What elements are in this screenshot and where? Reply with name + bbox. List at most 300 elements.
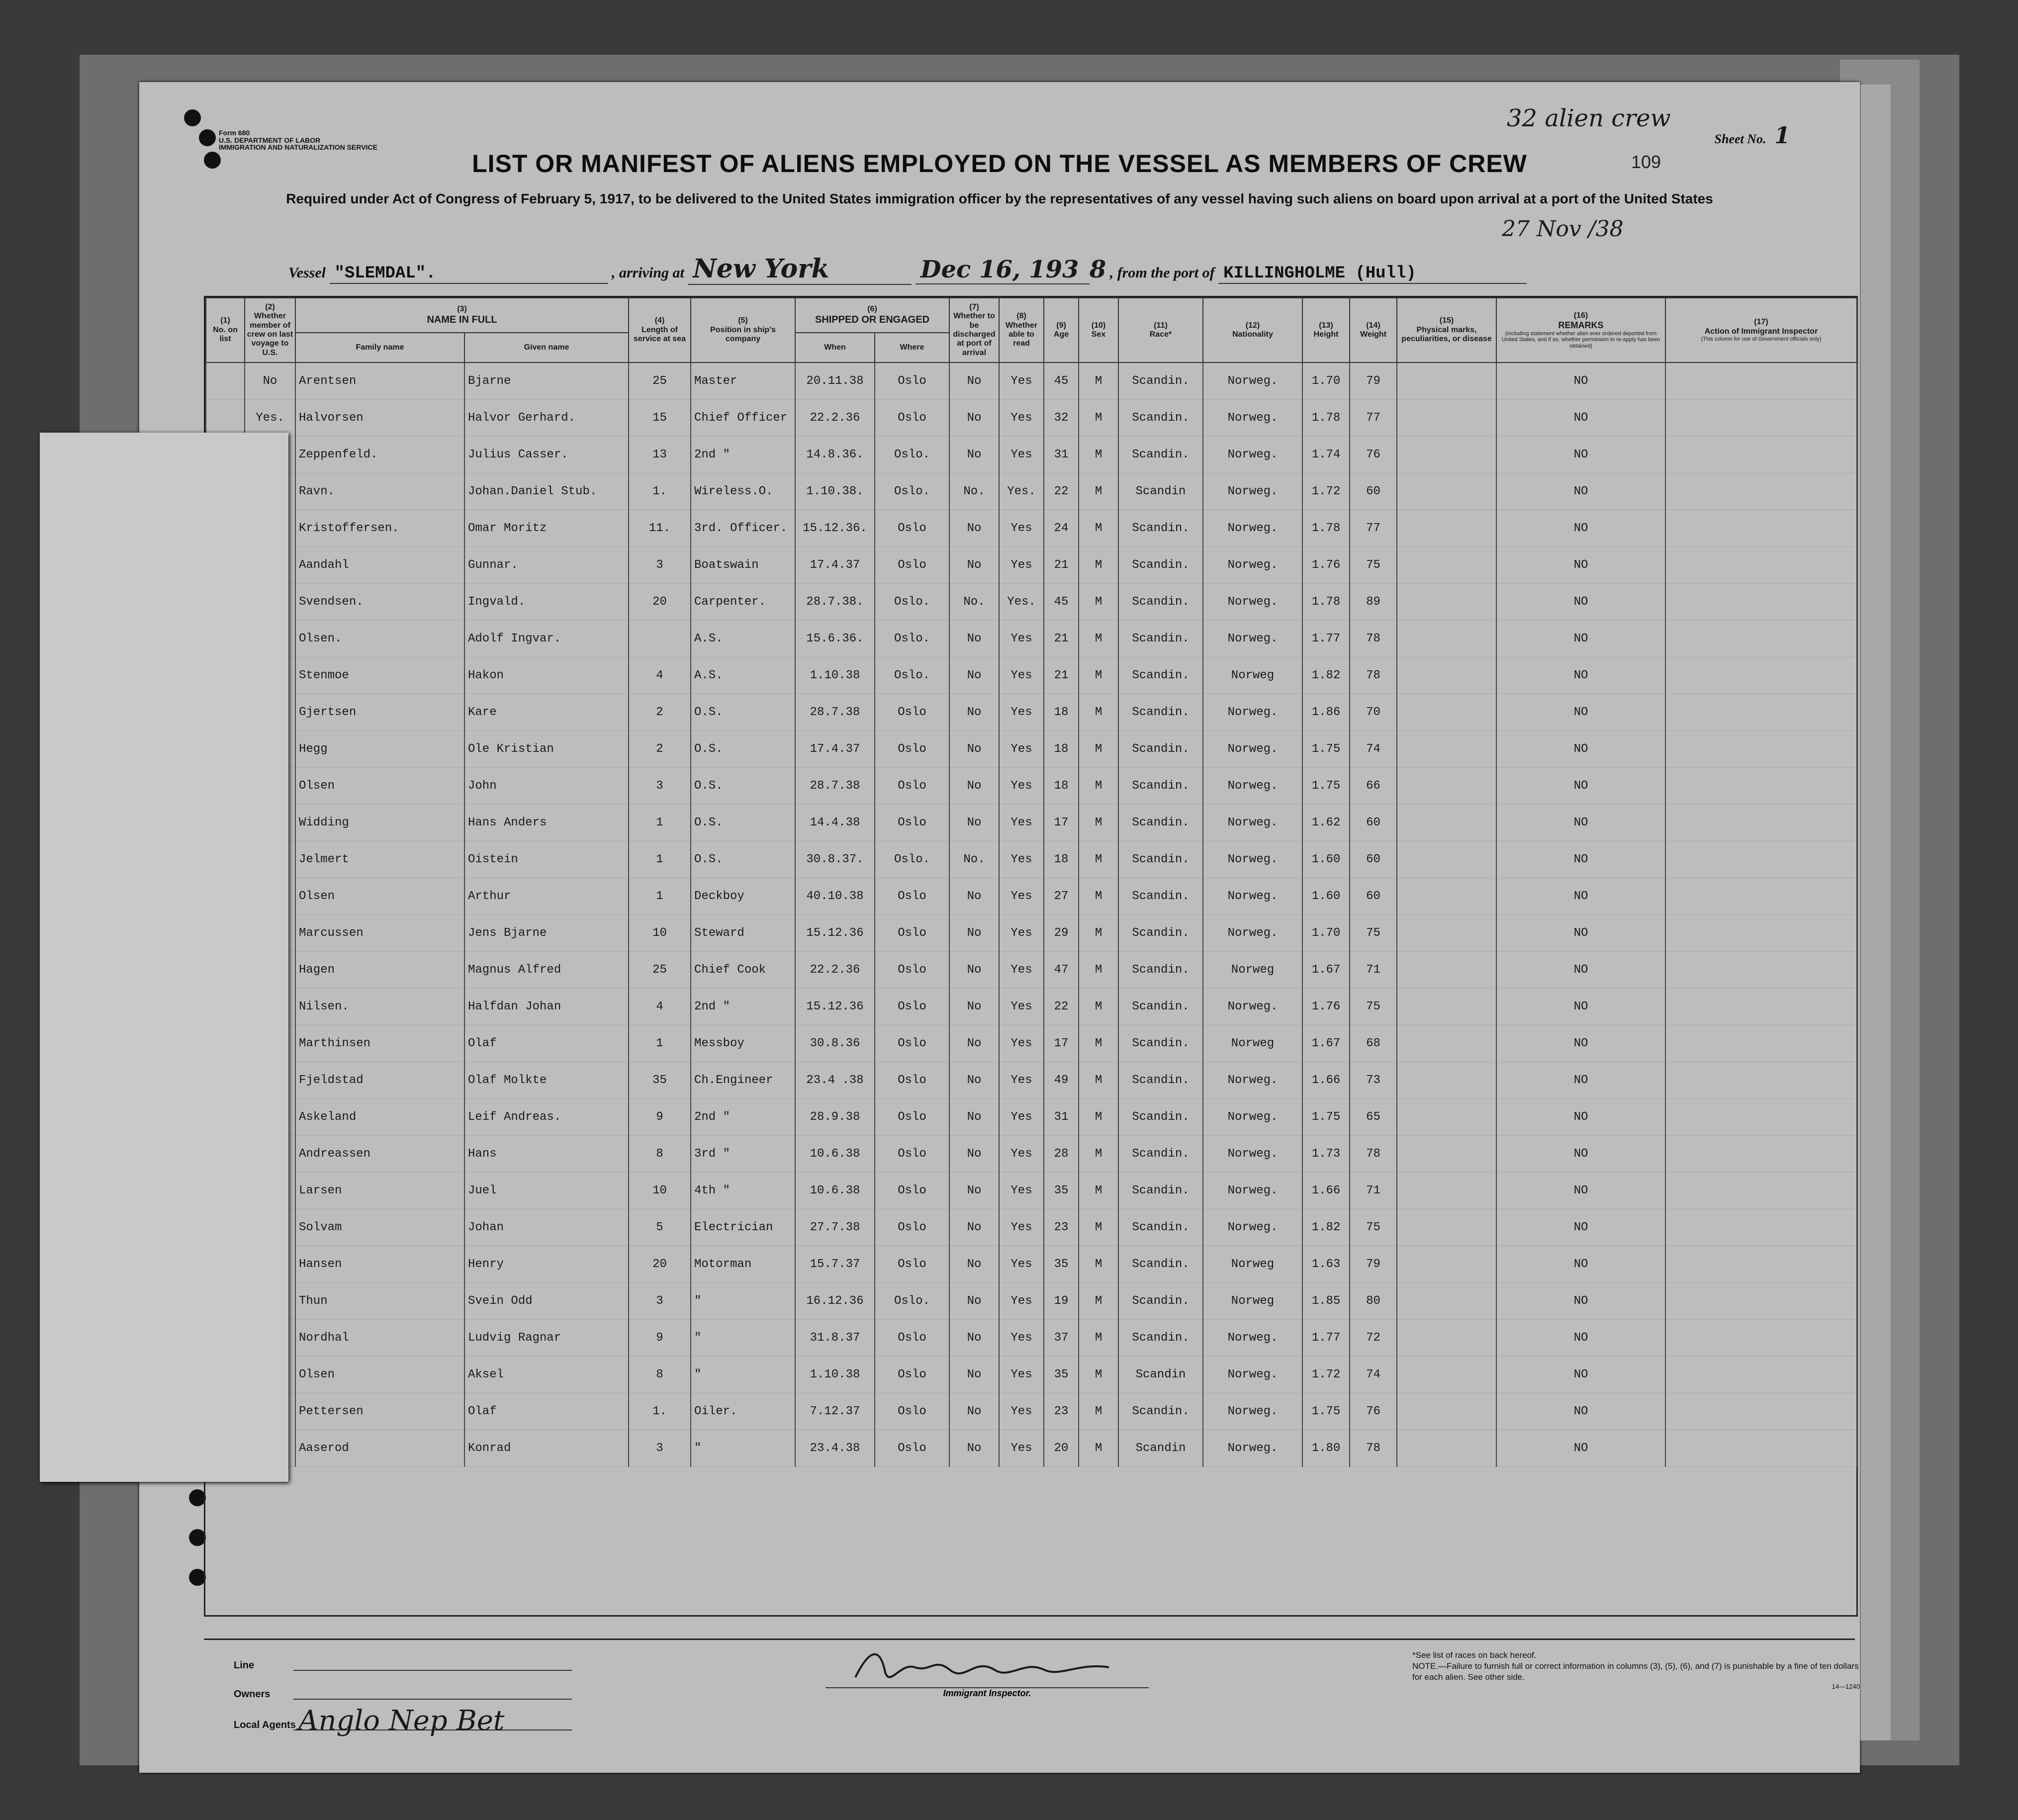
cell-given: Juel (464, 1173, 629, 1209)
cell-inspector-action (1665, 657, 1857, 694)
cell-height: 1.77 (1302, 621, 1350, 657)
cell-age: 45 (1044, 363, 1079, 400)
cell-remarks: NO (1496, 1246, 1665, 1283)
cell-race: Scandin. (1118, 400, 1203, 437)
cell-read: Yes (999, 989, 1044, 1025)
cell-read: Yes (999, 363, 1044, 400)
cell-height: 1.78 (1302, 510, 1350, 547)
cell-inspector-action (1665, 1062, 1857, 1099)
cell-sex: M (1079, 547, 1118, 584)
cell-remarks: NO (1496, 694, 1665, 731)
table-row (206, 510, 1857, 547)
cell-physical-marks (1397, 989, 1496, 1025)
cell-nat: Norweg. (1203, 989, 1302, 1025)
year-digit: 8 (1089, 256, 1106, 283)
cell-inspector-action (1665, 805, 1857, 841)
cell-remarks: NO (1496, 768, 1665, 805)
cell-weight: 66 (1350, 768, 1397, 805)
col-5-header: (5) Position in ship's company (691, 298, 795, 363)
cell-position: 2nd " (691, 437, 795, 473)
cell-where: Oslo (875, 1173, 949, 1209)
cell-physical-marks (1397, 621, 1496, 657)
cell-when: 10.6.38 (795, 1136, 875, 1173)
cell-height: 1.75 (1302, 731, 1350, 768)
cell-position: Master (691, 363, 795, 400)
cell-age: 17 (1044, 805, 1079, 841)
cell-nat: Norweg (1203, 952, 1302, 989)
table-row (206, 1025, 1857, 1062)
cell-given: Svein Odd (464, 1283, 629, 1320)
cell-race: Scandin. (1118, 878, 1203, 915)
cell-read: Yes (999, 1393, 1044, 1430)
cell-race: Scandin. (1118, 510, 1203, 547)
cell-remarks: NO (1496, 657, 1665, 694)
col-11-header: (11) Race* (1118, 298, 1203, 363)
aliens-note: 32 alien crew (1507, 104, 1671, 132)
handwritten-date: 27 Nov /38 (1502, 216, 1624, 242)
cell-race: Scandin. (1118, 437, 1203, 473)
cell-remarks: NO (1496, 1136, 1665, 1173)
cell-weight: 89 (1350, 584, 1397, 621)
cell-no (206, 363, 245, 400)
cell-position: 3rd. Officer. (691, 510, 795, 547)
cell-sex: M (1079, 878, 1118, 915)
cell-remarks: NO (1496, 841, 1665, 878)
cell-sex: M (1079, 989, 1118, 1025)
cell-age: 18 (1044, 731, 1079, 768)
col-1-header: (1) No. on list (206, 298, 245, 363)
cell-physical-marks (1397, 1062, 1496, 1099)
arrival-port: New York (688, 254, 912, 285)
cell-when: 7.12.37 (795, 1393, 875, 1430)
cell-disch: No (949, 437, 999, 473)
cell-when: 14.8.36. (795, 437, 875, 473)
cell-disch: No (949, 1173, 999, 1209)
cell-where: Oslo (875, 1246, 949, 1283)
cell-position: " (691, 1430, 795, 1467)
col-10-header: (10) Sex (1079, 298, 1118, 363)
table-row (206, 1283, 1857, 1320)
cell-age: 31 (1044, 437, 1079, 473)
cell-disch: No (949, 510, 999, 547)
cell-age: 18 (1044, 694, 1079, 731)
cell-family: Hegg (295, 731, 464, 768)
cell-position: Ch.Engineer (691, 1062, 795, 1099)
cell-position: " (691, 1320, 795, 1357)
cell-race: Scandin. (1118, 989, 1203, 1025)
cell-position: O.S. (691, 841, 795, 878)
cell-age: 22 (1044, 989, 1079, 1025)
cell-inspector-action (1665, 952, 1857, 989)
cell-weight: 60 (1350, 473, 1397, 510)
cell-sex: M (1079, 952, 1118, 989)
cell-inspector-action (1665, 363, 1857, 400)
cell-given: Ole Kristian (464, 731, 629, 768)
cell-where: Oslo (875, 400, 949, 437)
cell-race: Scandin (1118, 1430, 1203, 1467)
cell-where: Oslo (875, 1357, 949, 1393)
cell-remarks: NO (1496, 915, 1665, 952)
cell-physical-marks (1397, 363, 1496, 400)
cell-inspector-action (1665, 989, 1857, 1025)
cell-sex: M (1079, 1025, 1118, 1062)
cell-service: 25 (629, 952, 691, 989)
cell-family: Olsen (295, 768, 464, 805)
cell-remarks: NO (1496, 437, 1665, 473)
cell-disch: No (949, 400, 999, 437)
cell-family: Widding (295, 805, 464, 841)
cell-where: Oslo (875, 1209, 949, 1246)
cell-position: Chief Officer (691, 400, 795, 437)
cell-sex: M (1079, 1283, 1118, 1320)
cell-family: Aaserod (295, 1430, 464, 1467)
table-row (206, 1099, 1857, 1136)
cell-inspector-action (1665, 841, 1857, 878)
cell-weight: 60 (1350, 841, 1397, 878)
cell-where: Oslo (875, 1430, 949, 1467)
cell-physical-marks (1397, 473, 1496, 510)
cell-where: Oslo. (875, 657, 949, 694)
table-row (206, 1357, 1857, 1393)
vessel-label: Vessel (288, 265, 326, 281)
cell-age: 32 (1044, 400, 1079, 437)
cell-weight: 68 (1350, 1025, 1397, 1062)
cell-read: Yes (999, 952, 1044, 989)
cell-race: Scandin. (1118, 621, 1203, 657)
cell-remarks: NO (1496, 805, 1665, 841)
cell-given: Omar Moritz (464, 510, 629, 547)
cell-height: 1.67 (1302, 952, 1350, 989)
table-row (206, 400, 1857, 437)
cell-remarks: NO (1496, 621, 1665, 657)
cell-sex: M (1079, 1357, 1118, 1393)
cell-remarks: NO (1496, 473, 1665, 510)
cell-when: 28.7.38. (795, 584, 875, 621)
cell-physical-marks (1397, 1357, 1496, 1393)
cell-given: Aksel (464, 1357, 629, 1393)
cell-weight: 79 (1350, 363, 1397, 400)
cell-physical-marks (1397, 805, 1496, 841)
vessel-info-line (288, 254, 1527, 285)
crew-table (205, 297, 1857, 1467)
col-13-header: (13) Height (1302, 298, 1350, 363)
cell-service (629, 621, 691, 657)
cell-weight: 74 (1350, 1357, 1397, 1393)
owners-field (293, 1699, 572, 1700)
cell-read: Yes (999, 1357, 1044, 1393)
cell-inspector-action (1665, 1099, 1857, 1136)
cell-age: 19 (1044, 1283, 1079, 1320)
cell-given: Bjarne (464, 363, 629, 400)
sheet-label: Sheet No. (1714, 132, 1766, 146)
cell-age: 35 (1044, 1173, 1079, 1209)
cell-height: 1.77 (1302, 1320, 1350, 1357)
cell-family: Olsen (295, 1357, 464, 1393)
cell-when: 27.7.38 (795, 1209, 875, 1246)
footer-notes (1412, 1650, 1860, 1691)
cell-where: Oslo. (875, 473, 949, 510)
col-6-header: (6) SHIPPED OR ENGAGED (795, 298, 949, 333)
cell-position: 2nd " (691, 989, 795, 1025)
cell-service: 4 (629, 657, 691, 694)
cell-weight: 75 (1350, 989, 1397, 1025)
cell-age: 21 (1044, 657, 1079, 694)
cell-read: Yes (999, 1246, 1044, 1283)
cell-when: 31.8.37 (795, 1320, 875, 1357)
cell-read: Yes (999, 731, 1044, 768)
cell-when: 40.10.38 (795, 878, 875, 915)
cell-read: Yes (999, 841, 1044, 878)
form-number: Form 680 (219, 129, 250, 137)
cell-family: Pettersen (295, 1393, 464, 1430)
cell-when: 16.12.36 (795, 1283, 875, 1320)
col-9-header: (9) Age (1044, 298, 1079, 363)
cell-where: Oslo. (875, 584, 949, 621)
fine-note: NOTE.—Failure to furnish full or correct information in columns (3), (5), (6), and (7) is punishable by a fine of ten dollars for each alien. See other side. (1412, 1661, 1859, 1682)
cell-sex: M (1079, 805, 1118, 841)
from-label: , from the port of (1109, 265, 1215, 281)
cell-sex: M (1079, 1393, 1118, 1430)
cell-position: Chief Cook (691, 952, 795, 989)
cell-read: Yes (999, 1283, 1044, 1320)
cell-race: Scandin. (1118, 547, 1203, 584)
cell-position: " (691, 1283, 795, 1320)
cell-where: Oslo. (875, 841, 949, 878)
cell-family: Larsen (295, 1173, 464, 1209)
cell-weight: 76 (1350, 1393, 1397, 1430)
cell-nat: Norweg. (1203, 473, 1302, 510)
cell-disch: No (949, 1283, 999, 1320)
cell-given: Oistein (464, 841, 629, 878)
cell-sex: M (1079, 915, 1118, 952)
cell-disch: No (949, 1062, 999, 1099)
cell-physical-marks (1397, 878, 1496, 915)
cell-given: Konrad (464, 1430, 629, 1467)
cell-race: Scandin. (1118, 584, 1203, 621)
cell-age: 21 (1044, 621, 1079, 657)
cell-service: 35 (629, 1062, 691, 1099)
cell-family: Ravn. (295, 473, 464, 510)
cell-remarks: NO (1496, 1099, 1665, 1136)
family-name-header: Family name (295, 333, 464, 363)
cell-inspector-action (1665, 694, 1857, 731)
cell-disch: No (949, 768, 999, 805)
cell-service: 8 (629, 1136, 691, 1173)
cell-age: 18 (1044, 768, 1079, 805)
cell-race: Scandin. (1118, 805, 1203, 841)
cell-race: Scandin. (1118, 952, 1203, 989)
cell-weight: 80 (1350, 1283, 1397, 1320)
cell-service: 1 (629, 805, 691, 841)
cell-when: 28.7.38 (795, 768, 875, 805)
cell-given: Ludvig Ragnar (464, 1320, 629, 1357)
cell-when: 28.9.38 (795, 1099, 875, 1136)
cell-sex: M (1079, 584, 1118, 621)
cell-nat: Norweg. (1203, 841, 1302, 878)
cell-age: 23 (1044, 1393, 1079, 1430)
cell-height: 1.75 (1302, 768, 1350, 805)
cell-weight: 72 (1350, 1320, 1397, 1357)
table-row (206, 878, 1857, 915)
cell-sex: M (1079, 621, 1118, 657)
cell-disch: No (949, 1246, 999, 1283)
cell-service: 10 (629, 1173, 691, 1209)
agents-label: Local Agents (234, 1720, 296, 1730)
cell-race: Scandin. (1118, 1283, 1203, 1320)
cell-given: Olaf (464, 1025, 629, 1062)
sheet-number (1714, 122, 1790, 149)
cell-disch: No (949, 1025, 999, 1062)
cell-no (206, 400, 245, 437)
cell-position: Electrician (691, 1209, 795, 1246)
table-row (206, 1320, 1857, 1357)
cell-position: 2nd " (691, 1099, 795, 1136)
cell-height: 1.63 (1302, 1246, 1350, 1283)
cell-read: Yes (999, 768, 1044, 805)
cell-read: Yes (999, 1173, 1044, 1209)
cell-family: Olsen. (295, 621, 464, 657)
cell-age: 21 (1044, 547, 1079, 584)
cell-sex: M (1079, 510, 1118, 547)
cell-physical-marks (1397, 400, 1496, 437)
cell-given: Hakon (464, 657, 629, 694)
cell-nat: Norweg. (1203, 621, 1302, 657)
cell-given: Hans (464, 1136, 629, 1173)
cell-weight: 75 (1350, 1209, 1397, 1246)
cell-height: 1.70 (1302, 915, 1350, 952)
cell-given: Halfdan Johan (464, 989, 629, 1025)
cell-nat: Norweg. (1203, 584, 1302, 621)
cell-remarks: NO (1496, 731, 1665, 768)
cell-disch: No (949, 915, 999, 952)
cell-given: Adolf Ingvar. (464, 621, 629, 657)
cell-weight: 76 (1350, 437, 1397, 473)
cell-when: 1.10.38 (795, 1357, 875, 1393)
cell-height: 1.75 (1302, 1099, 1350, 1136)
cell-age: 22 (1044, 473, 1079, 510)
cell-nat: Norweg (1203, 1025, 1302, 1062)
cell-read: Yes (999, 915, 1044, 952)
cell-remarks: NO (1496, 878, 1665, 915)
cell-nat: Norweg. (1203, 1393, 1302, 1430)
cell-where: Oslo. (875, 437, 949, 473)
attached-paper-slip (40, 433, 288, 1482)
table-row (206, 363, 1857, 400)
table-row (206, 547, 1857, 584)
table-row (206, 989, 1857, 1025)
cell-inspector-action (1665, 547, 1857, 584)
cell-race: Scandin. (1118, 1062, 1203, 1099)
cell-family: Hansen (295, 1246, 464, 1283)
cell-family: Solvam (295, 1209, 464, 1246)
cell-family: Olsen (295, 878, 464, 915)
cell-height: 1.76 (1302, 989, 1350, 1025)
cell-sex: M (1079, 1173, 1118, 1209)
cell-when: 30.8.36 (795, 1025, 875, 1062)
col-3-header: (3) NAME IN FULL (295, 298, 629, 333)
cell-given: Olaf Molkte (464, 1062, 629, 1099)
cell-remarks: NO (1496, 510, 1665, 547)
cell-sex: M (1079, 731, 1118, 768)
table-row (206, 1246, 1857, 1283)
cell-nat: Norweg. (1203, 1209, 1302, 1246)
cell-disch: No (949, 657, 999, 694)
cell-position: Steward (691, 915, 795, 952)
cell-race: Scandin (1118, 1357, 1203, 1393)
cell-age: 45 (1044, 584, 1079, 621)
cell-sex: M (1079, 400, 1118, 437)
races-note: *See list of races on back hereof. (1412, 1650, 1537, 1660)
cell-position: Motorman (691, 1246, 795, 1283)
document-title: LIST OR MANIFEST OF ALIENS EMPLOYED ON THE VESSEL AS MEMBERS OF CREW (472, 150, 1527, 178)
cell-read: Yes (999, 1062, 1044, 1099)
line-label: Line (234, 1660, 255, 1671)
cell-read: Yes (999, 1209, 1044, 1246)
cell-inspector-action (1665, 621, 1857, 657)
cell-given: Arthur (464, 878, 629, 915)
cell-family: Andreassen (295, 1136, 464, 1173)
cell-where: Oslo (875, 363, 949, 400)
cell-race: Scandin. (1118, 915, 1203, 952)
cell-family: Fjeldstad (295, 1062, 464, 1099)
col-12-header: (12) Nationality (1203, 298, 1302, 363)
cell-service: 25 (629, 363, 691, 400)
cell-position: Messboy (691, 1025, 795, 1062)
cell-where: Oslo (875, 510, 949, 547)
cell-physical-marks (1397, 1430, 1496, 1467)
cell-given: Julius Casser. (464, 437, 629, 473)
cell-physical-marks (1397, 841, 1496, 878)
where-header: Where (875, 333, 949, 363)
cell-given: Kare (464, 694, 629, 731)
cell-service: 4 (629, 989, 691, 1025)
agents-value: Anglo Nep Bet (298, 1705, 505, 1737)
cell-where: Oslo. (875, 621, 949, 657)
cell-position: A.S. (691, 621, 795, 657)
cell-race: Scandin. (1118, 1320, 1203, 1357)
owners-label: Owners (234, 1689, 271, 1700)
cell-nat: Norweg. (1203, 768, 1302, 805)
cell-sex: M (1079, 1099, 1118, 1136)
cell-weight: 78 (1350, 621, 1397, 657)
cell-inspector-action (1665, 731, 1857, 768)
punch-hole (189, 1489, 206, 1506)
cell-read: Yes (999, 1430, 1044, 1467)
cell-position: Carpenter. (691, 584, 795, 621)
col-16-header: (16) REMARKS (Including statement whether alien ever ordered deported from United States, and if so, whether permission to re-apply has been obtained) (1496, 298, 1665, 363)
cell-physical-marks (1397, 768, 1496, 805)
cell-height: 1.75 (1302, 1393, 1350, 1430)
col-4-header: (4) Length of service at sea (629, 298, 691, 363)
cell-race: Scandin. (1118, 657, 1203, 694)
cell-sex: M (1079, 437, 1118, 473)
cell-inspector-action (1665, 510, 1857, 547)
cell-inspector-action (1665, 1173, 1857, 1209)
cell-given: Johan (464, 1209, 629, 1246)
col-14-header: (14) Weight (1350, 298, 1397, 363)
cell-inspector-action (1665, 1025, 1857, 1062)
cell-height: 1.66 (1302, 1062, 1350, 1099)
cell-height: 1.72 (1302, 1357, 1350, 1393)
cell-service: 3 (629, 768, 691, 805)
cell-sex: M (1079, 363, 1118, 400)
cell-service: 1 (629, 878, 691, 915)
table-row (206, 731, 1857, 768)
cell-physical-marks (1397, 1320, 1496, 1357)
table-row (206, 473, 1857, 510)
cell-when: 22.2.36 (795, 952, 875, 989)
cell-nat: Norweg (1203, 1246, 1302, 1283)
